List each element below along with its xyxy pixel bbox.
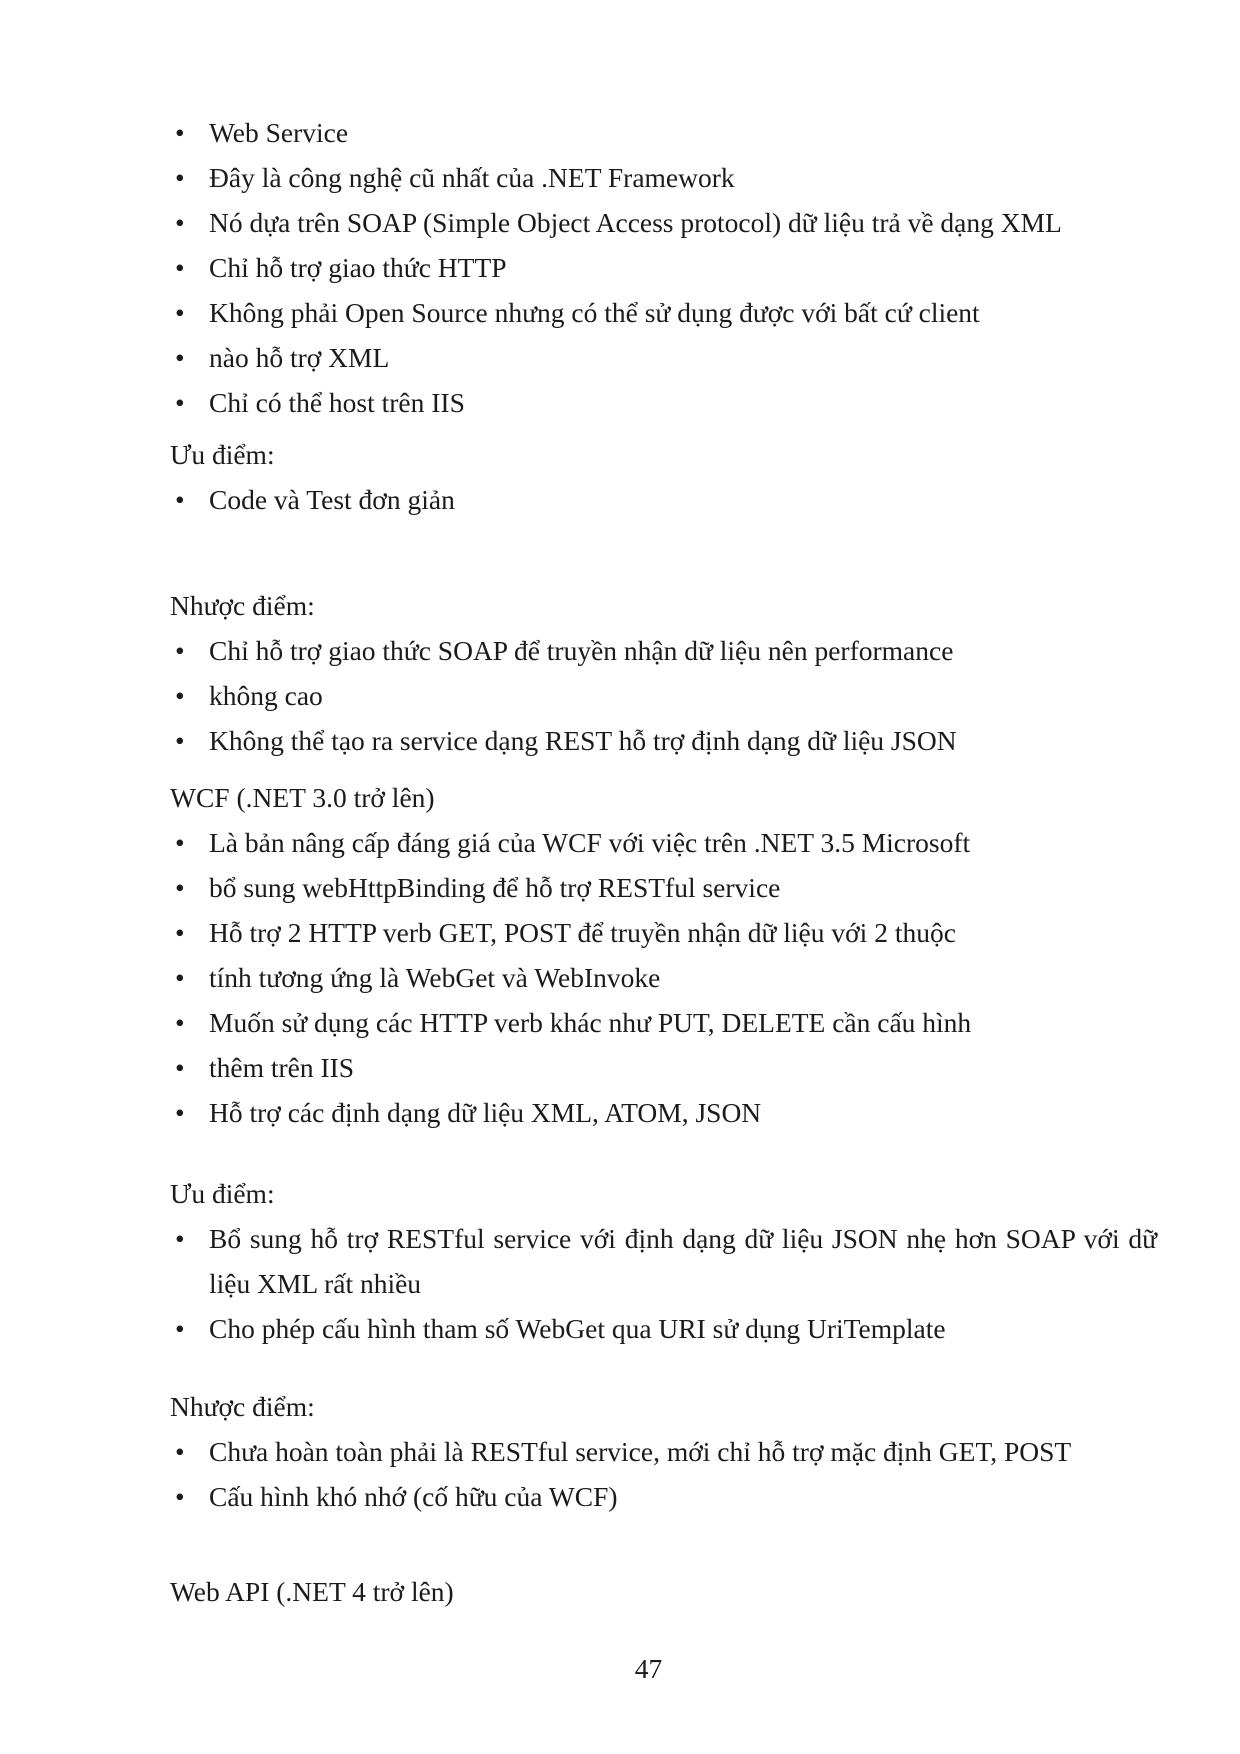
bullet-item: • Là bản nâng cấp đáng giá của WCF với việc trên .NET 3.5 Microsoft (170, 820, 1157, 865)
section-heading-wcf: WCF (.NET 3.0 trở lên) (170, 782, 435, 813)
bullet-item: • Chỉ hỗ trợ giao thức SOAP để truyền nhận dữ liệu nên performance (170, 628, 1157, 673)
bullet-item: • thêm trên IIS (170, 1045, 1157, 1090)
page-number: 47 (634, 1653, 663, 1684)
section-heading-wcf-cons: Nhược điểm: (170, 1391, 315, 1422)
bullet-item: • Nó dựa trên SOAP (Simple Object Access protocol) dữ liệu trả về dạng XML (170, 200, 1157, 245)
bullet-item: • Không thể tạo ra service dạng REST hỗ trợ định dạng dữ liệu JSON (170, 718, 1157, 763)
section-heading-wcf-pros: Ưu điểm: (170, 1178, 275, 1209)
bullet-item: • Hỗ trợ các định dạng dữ liệu XML, ATOM, JSON (170, 1090, 1157, 1135)
bullet-item: • không cao (170, 673, 1157, 718)
bullet-item: • Muốn sử dụng các HTTP verb khác như PUT, DELETE cần cấu hình (170, 1000, 1157, 1045)
section-heading-webservice-pros: Ưu điểm: (170, 439, 275, 470)
bullet-item: • Hỗ trợ 2 HTTP verb GET, POST để truyền nhận dữ liệu với 2 thuộc (170, 910, 1157, 955)
bullet-item: • Web Service (170, 110, 1157, 155)
bullet-item: • Code và Test đơn giản (170, 477, 1157, 522)
bullet-item: • bổ sung webHttpBinding để hỗ trợ RESTful service (170, 865, 1157, 910)
bullet-item: • Chỉ có thể host trên IIS (170, 380, 1157, 425)
bullet-item: • Đây là công nghệ cũ nhất của .NET Framework (170, 155, 1157, 200)
bullet-item: • Cho phép cấu hình tham số WebGet qua URI sử dụng UriTemplate (170, 1306, 1157, 1351)
page-content (170, 110, 1157, 1614)
bullet-item: • Chưa hoàn toàn phải là RESTful service, mới chỉ hỗ trợ mặc định GET, POST (170, 1429, 1157, 1474)
bullet-item: • nào hỗ trợ XML (170, 335, 1157, 380)
bullet-item: • tính tương ứng là WebGet và WebInvoke (170, 955, 1157, 1000)
bullet-item: • Chỉ hỗ trợ giao thức HTTP (170, 245, 1157, 290)
bullet-item: • Bổ sung hỗ trợ RESTful service với định dạng dữ liệu JSON nhẹ hơn SOAP với dữ liệu XML rất nhiều (170, 1216, 1157, 1306)
section-heading-webapi: Web API (.NET 4 trở lên) (170, 1576, 454, 1607)
bullet-item: • Cấu hình khó nhớ (cố hữu của WCF) (170, 1474, 1157, 1519)
section-heading-webservice-cons: Nhược điểm: (170, 590, 315, 621)
bullet-item: • Không phải Open Source nhưng có thể sử dụng được với bất cứ client (170, 290, 1157, 335)
